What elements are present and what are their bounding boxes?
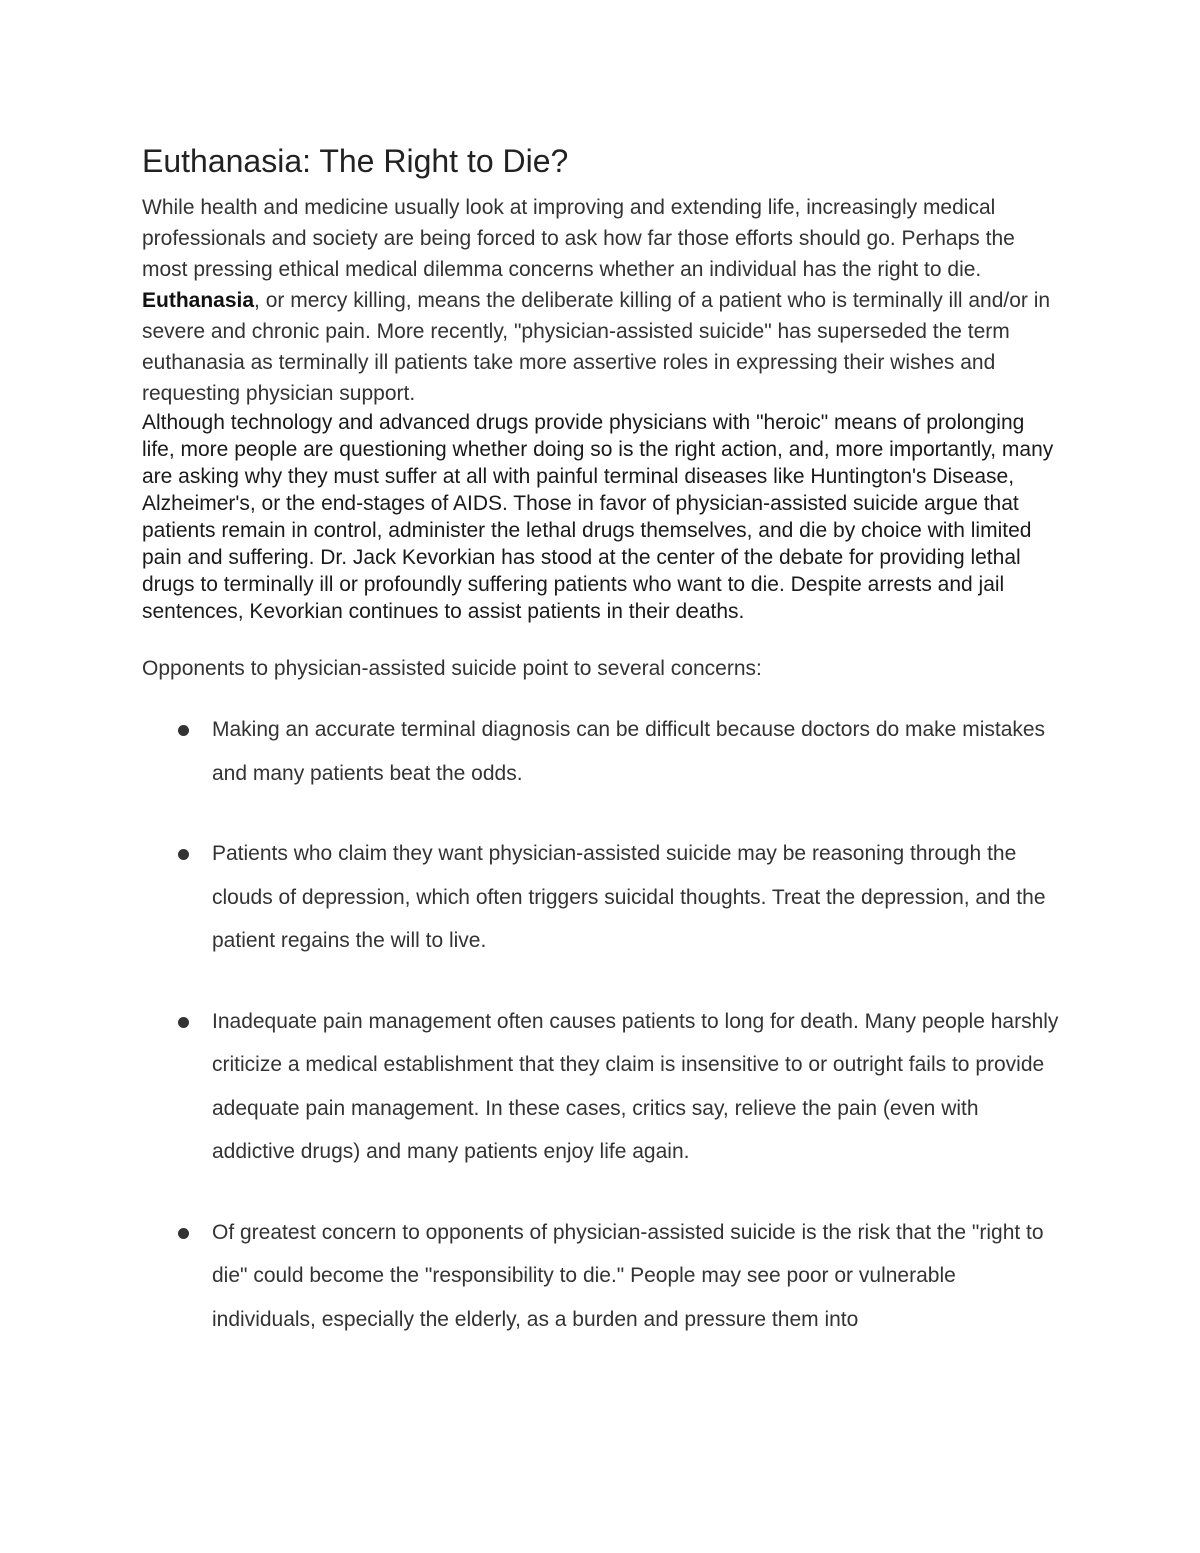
intro-text-after-term: , or mercy killing, means the deliberate killing of a patient who is terminally ill and/or in severe and chronic pain. More recently, "physician-assisted suicide" has superseded the term euthanasia as terminally ill patients take more assertive roles in expressing their wishes and requesting physician support. [142,289,1051,405]
list-item-text: Of greatest concern to opponents of physician-assisted suicide is the risk that the "right to die" could become the "responsibility to die." People may see poor or vulnerable individuals, especially the elderly, as a burden and pressure them into [212,1220,1044,1331]
bullet-icon [178,725,189,736]
euthanasia-term: Euthanasia [142,289,255,312]
list-item-text: Patients who claim they want physician-assisted suicide may be reasoning through the clouds of depression, which often triggers suicidal thoughts. Treat the depression, and the patient regains the will to live. [212,842,1046,952]
second-paragraph: Although technology and advanced drugs provide physicians with "heroic" means of prolonging life, more people are questioning whether doing so is the right action, and, more importantly, many are asking why they must suffer at all with painful terminal diseases like Huntington's Disease, Alzheimer's, or the end-stages of AIDS. Those in favor of physician-assisted suicide argue that patients remain in control, administer the lethal drugs themselves, and die by choice with limited pain and suffering. Dr. Jack Kevorkian has stood at the center of the debate for providing lethal drugs to terminally ill or profoundly suffering patients who want to die. Despite arrests and jail sentences, Kevorkian continues to assist patients in their deaths. [142,411,1054,623]
intro-text-before-term: While health and medicine usually look at improving and extending life, increasingly medical professionals and society are being forced to ask how far those efforts should go. Perhaps the most pressing ethical medical dilemma concerns whether an individual has the right to die. [142,196,1015,281]
list-item [142,1000,1062,1174]
concerns-list [142,708,1062,1341]
list-item-text: Inadequate pain management often causes patients to long for death. Many people harshly criticize a medical establishment that they claim is insensitive to or outright fails to provide adequate pain management. In these cases, critics say, relieve the pain (even with addictive drugs) and many patients enjoy life again. [212,1009,1059,1163]
bullet-icon [178,1228,189,1239]
document-title: Euthanasia: The Right to Die? [142,143,569,179]
list-item [142,708,1062,795]
intro-paragraph [142,192,1062,409]
list-item [142,1211,1062,1342]
concerns-lead: Opponents to physician-assisted suicide point to several concerns: [142,657,762,680]
bullet-icon [178,1017,189,1028]
list-item [142,832,1062,963]
document-page [142,140,1062,1378]
list-item-text: Making an accurate terminal diagnosis can be difficult because doctors do make mistakes and many patients beat the odds. [212,718,1046,785]
bullet-icon [178,849,189,860]
